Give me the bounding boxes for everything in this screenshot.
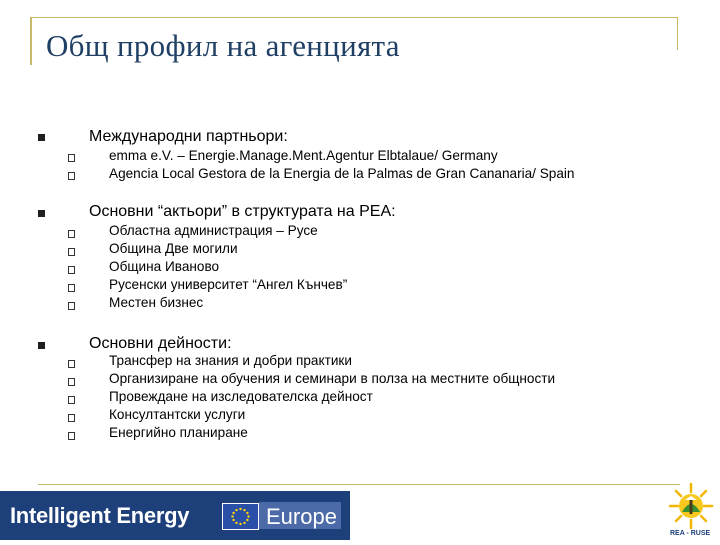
title-frame-left	[30, 17, 32, 65]
footer-divider	[38, 484, 680, 485]
logo-caption: REA - RUSE	[670, 530, 711, 537]
title-frame-right	[677, 17, 678, 50]
item-bullet	[68, 248, 75, 256]
section-bullet	[38, 342, 45, 349]
program-region: Europe	[266, 504, 337, 529]
section-heading-partners: Международни партньори:	[89, 128, 288, 145]
item-bullet	[68, 414, 75, 422]
title-frame-top	[30, 17, 678, 18]
item-bullet	[68, 230, 75, 238]
item-bullet	[68, 172, 75, 180]
section-bullet	[38, 210, 45, 217]
item-bullet	[68, 378, 75, 386]
list-item: Община Две могили	[109, 241, 238, 256]
item-bullet	[68, 154, 75, 162]
item-bullet	[68, 284, 75, 292]
eu-flag-icon	[222, 503, 259, 530]
section-heading-actors: Основни “актьори” в структурата на РЕА:	[89, 203, 396, 220]
list-item: Местен бизнес	[109, 295, 204, 310]
list-item: Консултантски услуги	[109, 407, 246, 422]
list-item: Agencia Local Gestora de la Energia de la Palmas de Gran Cananaria/ Spain	[109, 166, 575, 181]
item-bullet	[68, 396, 75, 404]
list-item: Провеждане на изследователска дейност	[109, 389, 373, 404]
program-name: Intelligent Energy	[10, 503, 190, 528]
list-item: Областна администрация – Русе	[109, 223, 318, 238]
list-item: Русенски университет “Ангел Кънчев”	[109, 277, 348, 292]
slide-title: Общ профил на агенцията	[46, 28, 400, 63]
list-item: Енергийно планиране	[109, 425, 248, 440]
section-bullet	[38, 134, 45, 141]
item-bullet	[68, 432, 75, 440]
list-item: emma e.V. – Energie.Manage.Ment.Agentur Elbtalaue/ Germany	[109, 148, 498, 163]
item-bullet	[68, 360, 75, 368]
list-item: Трансфер на знания и добри практики	[109, 353, 352, 368]
item-bullet	[68, 302, 75, 310]
list-item: Община Иваново	[109, 259, 220, 274]
section-heading-activities: Основни дейности:	[89, 335, 232, 352]
list-item: Организиране на обучения и семинари в полза на местните общности	[109, 371, 556, 386]
item-bullet	[68, 266, 75, 274]
